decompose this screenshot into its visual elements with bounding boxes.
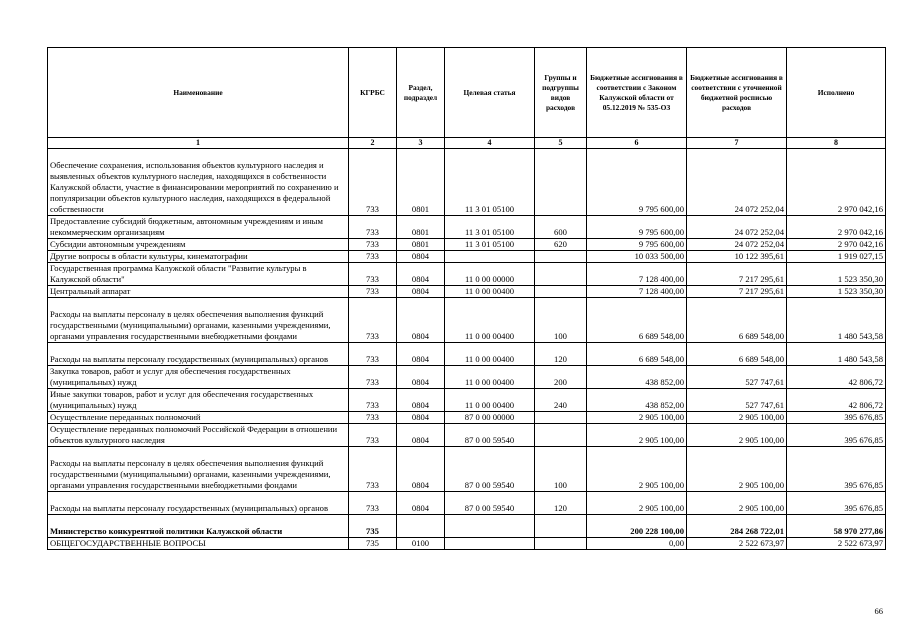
row-kgrbs-cell: 733 xyxy=(349,298,397,343)
header-name: Наименование xyxy=(48,48,349,138)
row-section-cell: 0801 xyxy=(397,239,445,251)
row-law-allocation-cell: 2 905 100,00 xyxy=(587,447,687,492)
table-row xyxy=(48,492,886,515)
table-row xyxy=(48,447,886,492)
row-name-cell: Министерство конкурентной политики Калужской области xyxy=(48,515,349,538)
row-name-cell: Осуществление переданных полномочий Российской Федерации в отношении объектов культурного наследия xyxy=(48,424,349,447)
row-law-allocation-cell: 438 852,00 xyxy=(587,389,687,412)
row-law-allocation-cell: 6 689 548,00 xyxy=(587,298,687,343)
row-section-cell: 0804 xyxy=(397,286,445,298)
row-section-cell: 0804 xyxy=(397,298,445,343)
row-revised-allocation-cell: 24 072 252,04 xyxy=(687,149,787,216)
row-section-cell: 0804 xyxy=(397,412,445,424)
table-row xyxy=(48,263,886,286)
row-section-cell: 0804 xyxy=(397,366,445,389)
row-name-cell: Осуществление переданных полномочий xyxy=(48,412,349,424)
column-number: 1 xyxy=(48,138,349,149)
header-expense-group: Группы и подгруппы видов расходов xyxy=(535,48,587,138)
row-executed-cell: 2 970 042,16 xyxy=(787,149,886,216)
row-kgrbs-cell: 733 xyxy=(349,389,397,412)
row-section-cell: 0804 xyxy=(397,343,445,366)
row-executed-cell: 2 970 042,16 xyxy=(787,239,886,251)
row-revised-allocation-cell: 2 905 100,00 xyxy=(687,492,787,515)
row-target-item-cell: 11 3 01 05100 xyxy=(445,239,535,251)
table-row xyxy=(48,515,886,538)
row-name-cell: Расходы на выплаты персоналу государственных (муниципальных) органов xyxy=(48,492,349,515)
row-law-allocation-cell: 438 852,00 xyxy=(587,366,687,389)
row-law-allocation-cell: 6 689 548,00 xyxy=(587,343,687,366)
table-row xyxy=(48,286,886,298)
row-target-item-cell: 87 0 00 00000 xyxy=(445,412,535,424)
column-number: 8 xyxy=(787,138,886,149)
column-number: 2 xyxy=(349,138,397,149)
row-law-allocation-cell: 9 795 600,00 xyxy=(587,216,687,239)
row-target-item-cell: 87 0 00 59540 xyxy=(445,492,535,515)
row-expense-group-cell xyxy=(535,424,587,447)
row-expense-group-cell xyxy=(535,263,587,286)
row-target-item-cell: 11 3 01 05100 xyxy=(445,216,535,239)
header-revised-allocation: Бюджетные ассигнования в соответствии с уточненной бюджетной росписью расходов xyxy=(687,48,787,138)
row-executed-cell: 42 806,72 xyxy=(787,366,886,389)
row-executed-cell: 1 480 543,58 xyxy=(787,298,886,343)
row-name-cell: Расходы на выплаты персоналу в целях обеспечения выполнения функций государственными (муниципальными) органами, казенными учреждениями, органами управления государственными внебюджетными фондами xyxy=(48,447,349,492)
row-law-allocation-cell: 7 128 400,00 xyxy=(587,286,687,298)
row-revised-allocation-cell: 7 217 295,61 xyxy=(687,286,787,298)
table-row xyxy=(48,424,886,447)
row-executed-cell: 1 480 543,58 xyxy=(787,343,886,366)
table-row xyxy=(48,343,886,366)
row-law-allocation-cell: 0,00 xyxy=(587,538,687,550)
table-row xyxy=(48,251,886,263)
row-section-cell: 0804 xyxy=(397,389,445,412)
row-revised-allocation-cell: 24 072 252,04 xyxy=(687,239,787,251)
row-revised-allocation-cell: 2 522 673,97 xyxy=(687,538,787,550)
row-executed-cell: 395 676,85 xyxy=(787,447,886,492)
row-executed-cell: 1 919 027,15 xyxy=(787,251,886,263)
row-revised-allocation-cell: 10 122 395,61 xyxy=(687,251,787,263)
row-section-cell xyxy=(397,515,445,538)
row-executed-cell: 395 676,85 xyxy=(787,424,886,447)
row-expense-group-cell xyxy=(535,412,587,424)
row-name-cell: Субсидии автономным учреждениям xyxy=(48,239,349,251)
row-revised-allocation-cell: 24 072 252,04 xyxy=(687,216,787,239)
column-number: 6 xyxy=(587,138,687,149)
column-number: 4 xyxy=(445,138,535,149)
row-expense-group-cell: 100 xyxy=(535,298,587,343)
row-section-cell: 0804 xyxy=(397,424,445,447)
header-law-allocation: Бюджетные ассигнования в соответствии с Законом Калужской области от 05.12.2019 № 535-ОЗ xyxy=(587,48,687,138)
row-expense-group-cell xyxy=(535,538,587,550)
row-kgrbs-cell: 733 xyxy=(349,343,397,366)
row-target-item-cell: 11 0 00 00400 xyxy=(445,343,535,366)
table-row xyxy=(48,298,886,343)
row-revised-allocation-cell: 6 689 548,00 xyxy=(687,343,787,366)
row-law-allocation-cell: 9 795 600,00 xyxy=(587,149,687,216)
row-section-cell: 0100 xyxy=(397,538,445,550)
row-name-cell: Расходы на выплаты персоналу государственных (муниципальных) органов xyxy=(48,343,349,366)
row-executed-cell: 395 676,85 xyxy=(787,492,886,515)
row-target-item-cell: 11 0 00 00000 xyxy=(445,263,535,286)
row-law-allocation-cell: 2 905 100,00 xyxy=(587,412,687,424)
row-executed-cell: 2 522 673,97 xyxy=(787,538,886,550)
table-body xyxy=(48,48,886,550)
row-name-cell: Иные закупки товаров, работ и услуг для обеспечения государственных (муниципальных) нужд xyxy=(48,389,349,412)
row-section-cell: 0804 xyxy=(397,492,445,515)
row-executed-cell: 1 523 350,30 xyxy=(787,286,886,298)
row-expense-group-cell: 100 xyxy=(535,447,587,492)
row-executed-cell: 395 676,85 xyxy=(787,412,886,424)
row-kgrbs-cell: 733 xyxy=(349,447,397,492)
row-kgrbs-cell: 733 xyxy=(349,239,397,251)
row-kgrbs-cell: 733 xyxy=(349,366,397,389)
row-target-item-cell: 87 0 00 59540 xyxy=(445,447,535,492)
row-target-item-cell: 87 0 00 59540 xyxy=(445,424,535,447)
row-target-item-cell: 11 3 01 05100 xyxy=(445,149,535,216)
row-kgrbs-cell: 733 xyxy=(349,251,397,263)
column-number: 5 xyxy=(535,138,587,149)
column-number-row xyxy=(48,138,886,149)
row-law-allocation-cell: 7 128 400,00 xyxy=(587,263,687,286)
row-executed-cell: 58 970 277,86 xyxy=(787,515,886,538)
row-law-allocation-cell: 2 905 100,00 xyxy=(587,424,687,447)
row-name-cell: ОБЩЕГОСУДАРСТВЕННЫЕ ВОПРОСЫ xyxy=(48,538,349,550)
row-name-cell: Расходы на выплаты персоналу в целях обеспечения выполнения функций государственными (муниципальными) органами, казенными учреждениями, органами управления государственными внебюджетными фондами xyxy=(48,298,349,343)
row-section-cell: 0801 xyxy=(397,149,445,216)
table-row xyxy=(48,389,886,412)
row-name-cell: Предоставление субсидий бюджетным, автономным учреждениям и иным некоммерческим организациям xyxy=(48,216,349,239)
table-row xyxy=(48,149,886,216)
table-row xyxy=(48,538,886,550)
row-section-cell: 0804 xyxy=(397,263,445,286)
row-law-allocation-cell: 200 228 100,00 xyxy=(587,515,687,538)
row-target-item-cell: 11 0 00 00400 xyxy=(445,286,535,298)
table-row xyxy=(48,216,886,239)
row-target-item-cell xyxy=(445,538,535,550)
row-expense-group-cell: 620 xyxy=(535,239,587,251)
row-executed-cell: 2 970 042,16 xyxy=(787,216,886,239)
row-target-item-cell: 11 0 00 00400 xyxy=(445,298,535,343)
row-expense-group-cell: 120 xyxy=(535,492,587,515)
row-name-cell: Обеспечение сохранения, использования объектов культурного наследия и выявленных объектов культурного наследия, находящихся в собственности Калужской области, участие в финансировании мероприятий по сохранению и популяризации объектов культурного наследия, находящихся в федеральной собственности xyxy=(48,149,349,216)
table-header-row xyxy=(48,48,886,138)
row-revised-allocation-cell: 7 217 295,61 xyxy=(687,263,787,286)
row-revised-allocation-cell: 6 689 548,00 xyxy=(687,298,787,343)
row-executed-cell: 42 806,72 xyxy=(787,389,886,412)
row-name-cell: Государственная программа Калужской области "Развитие культуры в Калужской области" xyxy=(48,263,349,286)
row-expense-group-cell xyxy=(535,286,587,298)
row-kgrbs-cell: 733 xyxy=(349,412,397,424)
row-kgrbs-cell: 733 xyxy=(349,149,397,216)
row-kgrbs-cell: 733 xyxy=(349,492,397,515)
row-expense-group-cell xyxy=(535,149,587,216)
row-revised-allocation-cell: 527 747,61 xyxy=(687,389,787,412)
header-kgrbs: КГРБС xyxy=(349,48,397,138)
column-number: 3 xyxy=(397,138,445,149)
row-law-allocation-cell: 9 795 600,00 xyxy=(587,239,687,251)
table-row xyxy=(48,412,886,424)
row-target-item-cell xyxy=(445,515,535,538)
header-target-item: Целевая статья xyxy=(445,48,535,138)
row-law-allocation-cell: 2 905 100,00 xyxy=(587,492,687,515)
row-executed-cell: 1 523 350,30 xyxy=(787,263,886,286)
page-number: 66 xyxy=(874,606,883,616)
table-row xyxy=(48,239,886,251)
row-name-cell: Другие вопросы в области культуры, кинематографии xyxy=(48,251,349,263)
row-target-item-cell: 11 0 00 00400 xyxy=(445,366,535,389)
row-revised-allocation-cell: 2 905 100,00 xyxy=(687,447,787,492)
row-kgrbs-cell: 733 xyxy=(349,216,397,239)
row-revised-allocation-cell: 2 905 100,00 xyxy=(687,412,787,424)
row-expense-group-cell: 200 xyxy=(535,366,587,389)
row-kgrbs-cell: 735 xyxy=(349,538,397,550)
row-expense-group-cell: 120 xyxy=(535,343,587,366)
row-expense-group-cell: 240 xyxy=(535,389,587,412)
row-kgrbs-cell: 733 xyxy=(349,424,397,447)
row-expense-group-cell xyxy=(535,515,587,538)
column-number: 7 xyxy=(687,138,787,149)
row-name-cell: Закупка товаров, работ и услуг для обеспечения государственных (муниципальных) нужд xyxy=(48,366,349,389)
row-section-cell: 0804 xyxy=(397,447,445,492)
row-revised-allocation-cell: 2 905 100,00 xyxy=(687,424,787,447)
row-revised-allocation-cell: 527 747,61 xyxy=(687,366,787,389)
row-kgrbs-cell: 733 xyxy=(349,286,397,298)
row-target-item-cell xyxy=(445,251,535,263)
row-kgrbs-cell: 733 xyxy=(349,263,397,286)
row-expense-group-cell: 600 xyxy=(535,216,587,239)
header-executed: Исполнено xyxy=(787,48,886,138)
budget-execution-table xyxy=(47,47,886,550)
row-kgrbs-cell: 735 xyxy=(349,515,397,538)
table-row xyxy=(48,366,886,389)
row-expense-group-cell xyxy=(535,251,587,263)
row-name-cell: Центральный аппарат xyxy=(48,286,349,298)
row-target-item-cell: 11 0 00 00400 xyxy=(445,389,535,412)
row-law-allocation-cell: 10 033 500,00 xyxy=(587,251,687,263)
header-section: Раздел, подраздел xyxy=(397,48,445,138)
row-revised-allocation-cell: 284 268 722,01 xyxy=(687,515,787,538)
row-section-cell: 0801 xyxy=(397,216,445,239)
row-section-cell: 0804 xyxy=(397,251,445,263)
